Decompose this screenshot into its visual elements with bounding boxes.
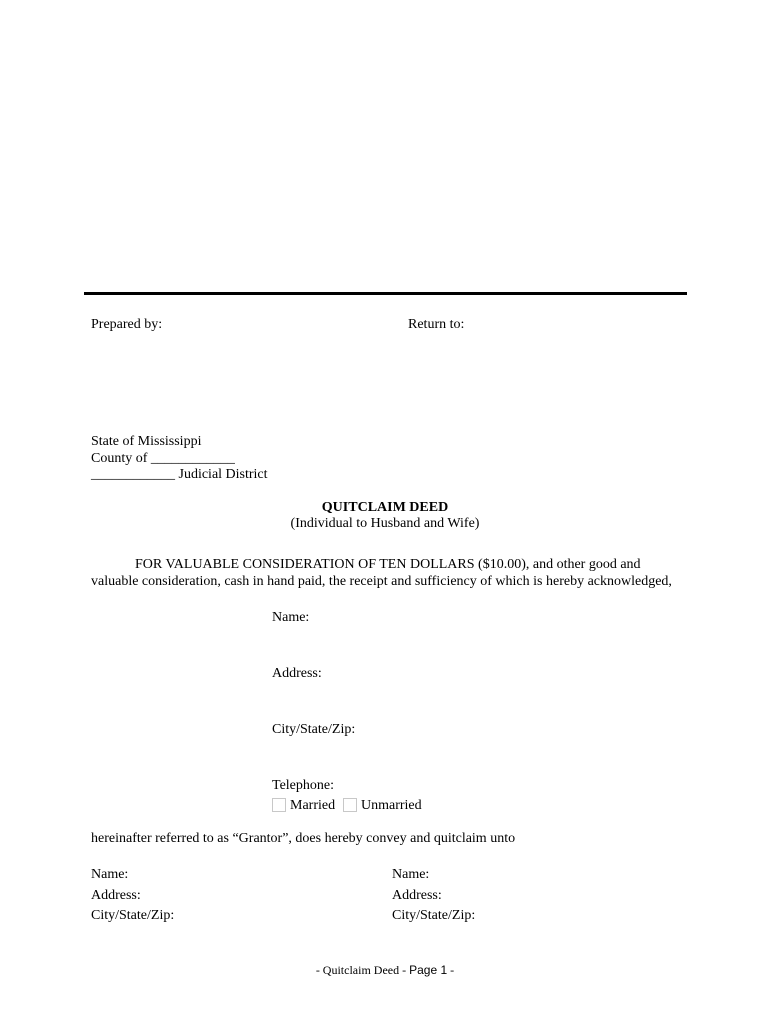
- grantor-name-label: Name:: [272, 610, 310, 625]
- county-line: County of ____________: [91, 451, 235, 466]
- married-checkbox[interactable]: [272, 798, 286, 812]
- grantee-1-city-label: City/State/Zip:: [91, 908, 175, 923]
- footer-doc-name: - Quitclaim Deed -: [315, 963, 407, 977]
- deed-title: QUITCLAIM DEED: [321, 500, 449, 515]
- deed-subtitle: (Individual to Husband and Wife): [290, 516, 480, 531]
- consideration-line-1: FOR VALUABLE CONSIDERATION OF TEN DOLLARS ($10.00), and other good and: [135, 557, 641, 572]
- unmarried-label: Unmarried: [361, 798, 422, 813]
- header-divider: [84, 292, 687, 295]
- footer-suffix: -: [450, 963, 455, 977]
- married-option[interactable]: [272, 798, 335, 814]
- convey-text: hereinafter referred to as “Grantor”, does hereby convey and quitclaim unto: [91, 831, 516, 846]
- married-label: Married: [290, 798, 336, 813]
- prepared-by-label: Prepared by:: [91, 317, 163, 332]
- return-to-label: Return to:: [408, 317, 465, 332]
- consideration-paragraph: [91, 556, 678, 574]
- grantee-2-name-label: Name:: [392, 867, 430, 882]
- grantor-telephone-label: Telephone:: [272, 778, 334, 793]
- consideration-line-2: valuable consideration, cash in hand paid, the receipt and sufficiency of which is hereby acknowledged,: [91, 574, 672, 589]
- footer-page-number: Page 1: [409, 963, 448, 977]
- grantee-1-address-label: Address:: [91, 888, 141, 903]
- grantee-2-address-label: Address:: [392, 888, 442, 903]
- unmarried-option[interactable]: [343, 798, 422, 814]
- grantor-address-label: Address:: [272, 666, 322, 681]
- unmarried-checkbox[interactable]: [343, 798, 357, 812]
- grantee-2-city-label: City/State/Zip:: [392, 908, 476, 923]
- page-footer: [0, 963, 770, 978]
- grantor-city-label: City/State/Zip:: [272, 722, 356, 737]
- state-line: State of Mississippi: [91, 434, 202, 449]
- judicial-district-line: ____________ Judicial District: [91, 467, 268, 482]
- grantee-1-name-label: Name:: [91, 867, 129, 882]
